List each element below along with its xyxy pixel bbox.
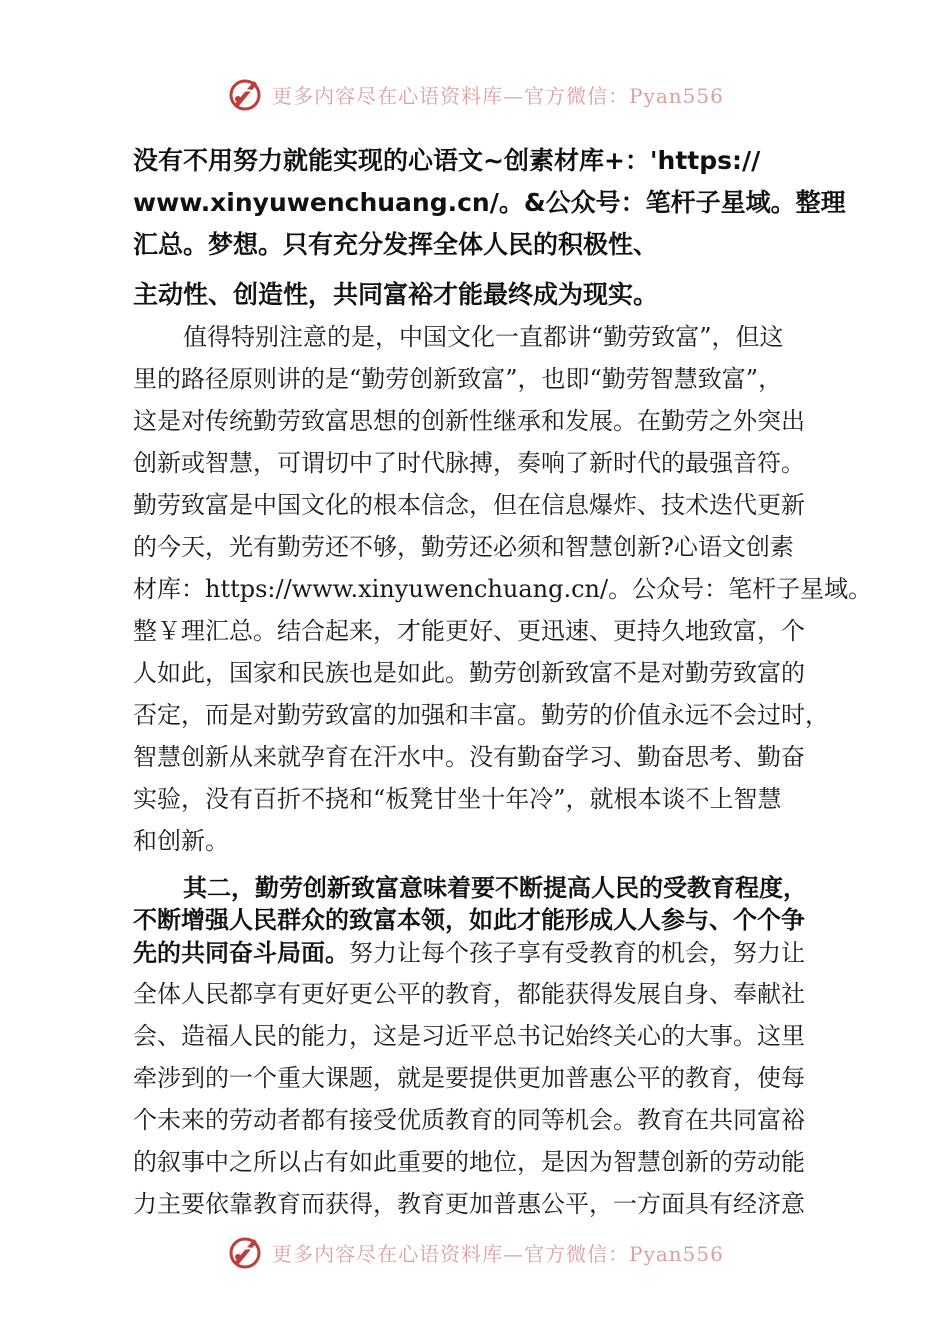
paragraph-line: 的叙事中之所以占有如此重要的地位，是因为智慧创新的劳动能 [133, 1148, 805, 1176]
quill-pen-logo-icon [226, 1233, 264, 1271]
paragraph-line: 个未来的劳动者都有接受优质教育的同等机会。教育在共同富裕 [133, 1106, 805, 1134]
paragraph-2-mixed-line [133, 936, 863, 973]
paragraph-2 [133, 872, 863, 1225]
paragraph-line: 值得特别注意的是，中国文化一直都讲“勤劳致富”，但这 [183, 323, 784, 351]
intro-line: 汇总。梦想。只有充分发挥全体人民的积极性、 [133, 230, 659, 259]
paragraph-line: 勤劳致富是中国文化的根本信念，但在信息爆炸、技术迭代更新 [133, 491, 805, 519]
paragraph-line: 牵涉到的一个重大课题，就是要提供更加普惠公平的教育，使每 [133, 1064, 805, 1092]
paragraph-2-regular-fragment: 努力让每个孩子享有受教育的机会，努力让 [349, 939, 805, 967]
paragraph-line: 智慧创新从来就孕育在汗水中。没有勤奋学习、勤奋思考、勤奋 [133, 743, 805, 771]
paragraph-line: 力主要依靠教育而获得，教育更加普惠公平，一方面具有经济意 [133, 1190, 805, 1218]
paragraph-line: 材库：https://www.xinyuwenchuang.cn/。公众号：笔杆子星域。 [133, 575, 873, 603]
intro-bold-paragraph [133, 140, 863, 316]
paragraph-line: 这是对传统勤劳致富思想的创新性继承和发展。在勤劳之外突出 [133, 407, 805, 435]
paragraph-line: 里的路径原则讲的是“勤劳创新致富”，也即“勤劳智慧致富”， [133, 365, 783, 393]
intro-line: 没有不用努力就能实现的心语文~创素材库+：'https:// [133, 146, 761, 175]
paragraph-line: 实验，没有百折不挠和“板凳甘坐十年冷”，就根本谈不上智慧 [133, 785, 782, 813]
paragraph-line: 人如此，国家和民族也是如此。勤劳创新致富不是对勤劳致富的 [133, 659, 805, 687]
header-banner-text: 更多内容尽在心语资料库—官方微信：Pyan556 [272, 83, 724, 108]
paragraph-2-bold-line: 其二，勤劳创新致富意味着要不断提高人民的受教育程度， [183, 874, 807, 902]
footer-banner-text: 更多内容尽在心语资料库—官方微信：Pyan556 [272, 1241, 724, 1266]
quill-pen-logo-icon [226, 75, 264, 113]
paragraph-1 [133, 316, 873, 862]
paragraph-line: 全体人民都享有更好更公平的教育，都能获得发展自身、奉献社 [133, 980, 805, 1008]
paragraph-line: 会、造福人民的能力，这是习近平总书记始终关心的大事。这里 [133, 1022, 805, 1050]
document-body [133, 140, 873, 1225]
paragraph-line: 创新或智慧，可谓切中了时代脉搏，奏响了新时代的最强音符。 [133, 449, 805, 477]
header-banner [0, 72, 950, 116]
paragraph-2-bold-line: 不断增强人民群众的致富本领，如此才能形成人人参与、个个争 [133, 906, 805, 934]
paragraph-2-bold-fragment: 先的共同奋斗局面。 [133, 939, 349, 967]
intro-line: www.xinyuwenchuang.cn/。&公众号：笔杆子星域。整理 [133, 188, 846, 217]
footer-banner [0, 1230, 950, 1274]
paragraph-line: 整￥理汇总。结合起来，才能更好、更迅速、更持久地致富，个 [133, 617, 805, 645]
paragraph-line: 的今天，光有勤劳还不够，勤劳还必须和智慧创新?心语文创素 [133, 533, 794, 561]
intro-line: 主动性、创造性，共同富裕才能最终成为现实。 [133, 280, 659, 309]
paragraph-line: 否定，而是对勤劳致富的加强和丰富。勤劳的价值永远不会过时， [133, 701, 829, 729]
paragraph-line: 和创新。 [133, 827, 229, 855]
